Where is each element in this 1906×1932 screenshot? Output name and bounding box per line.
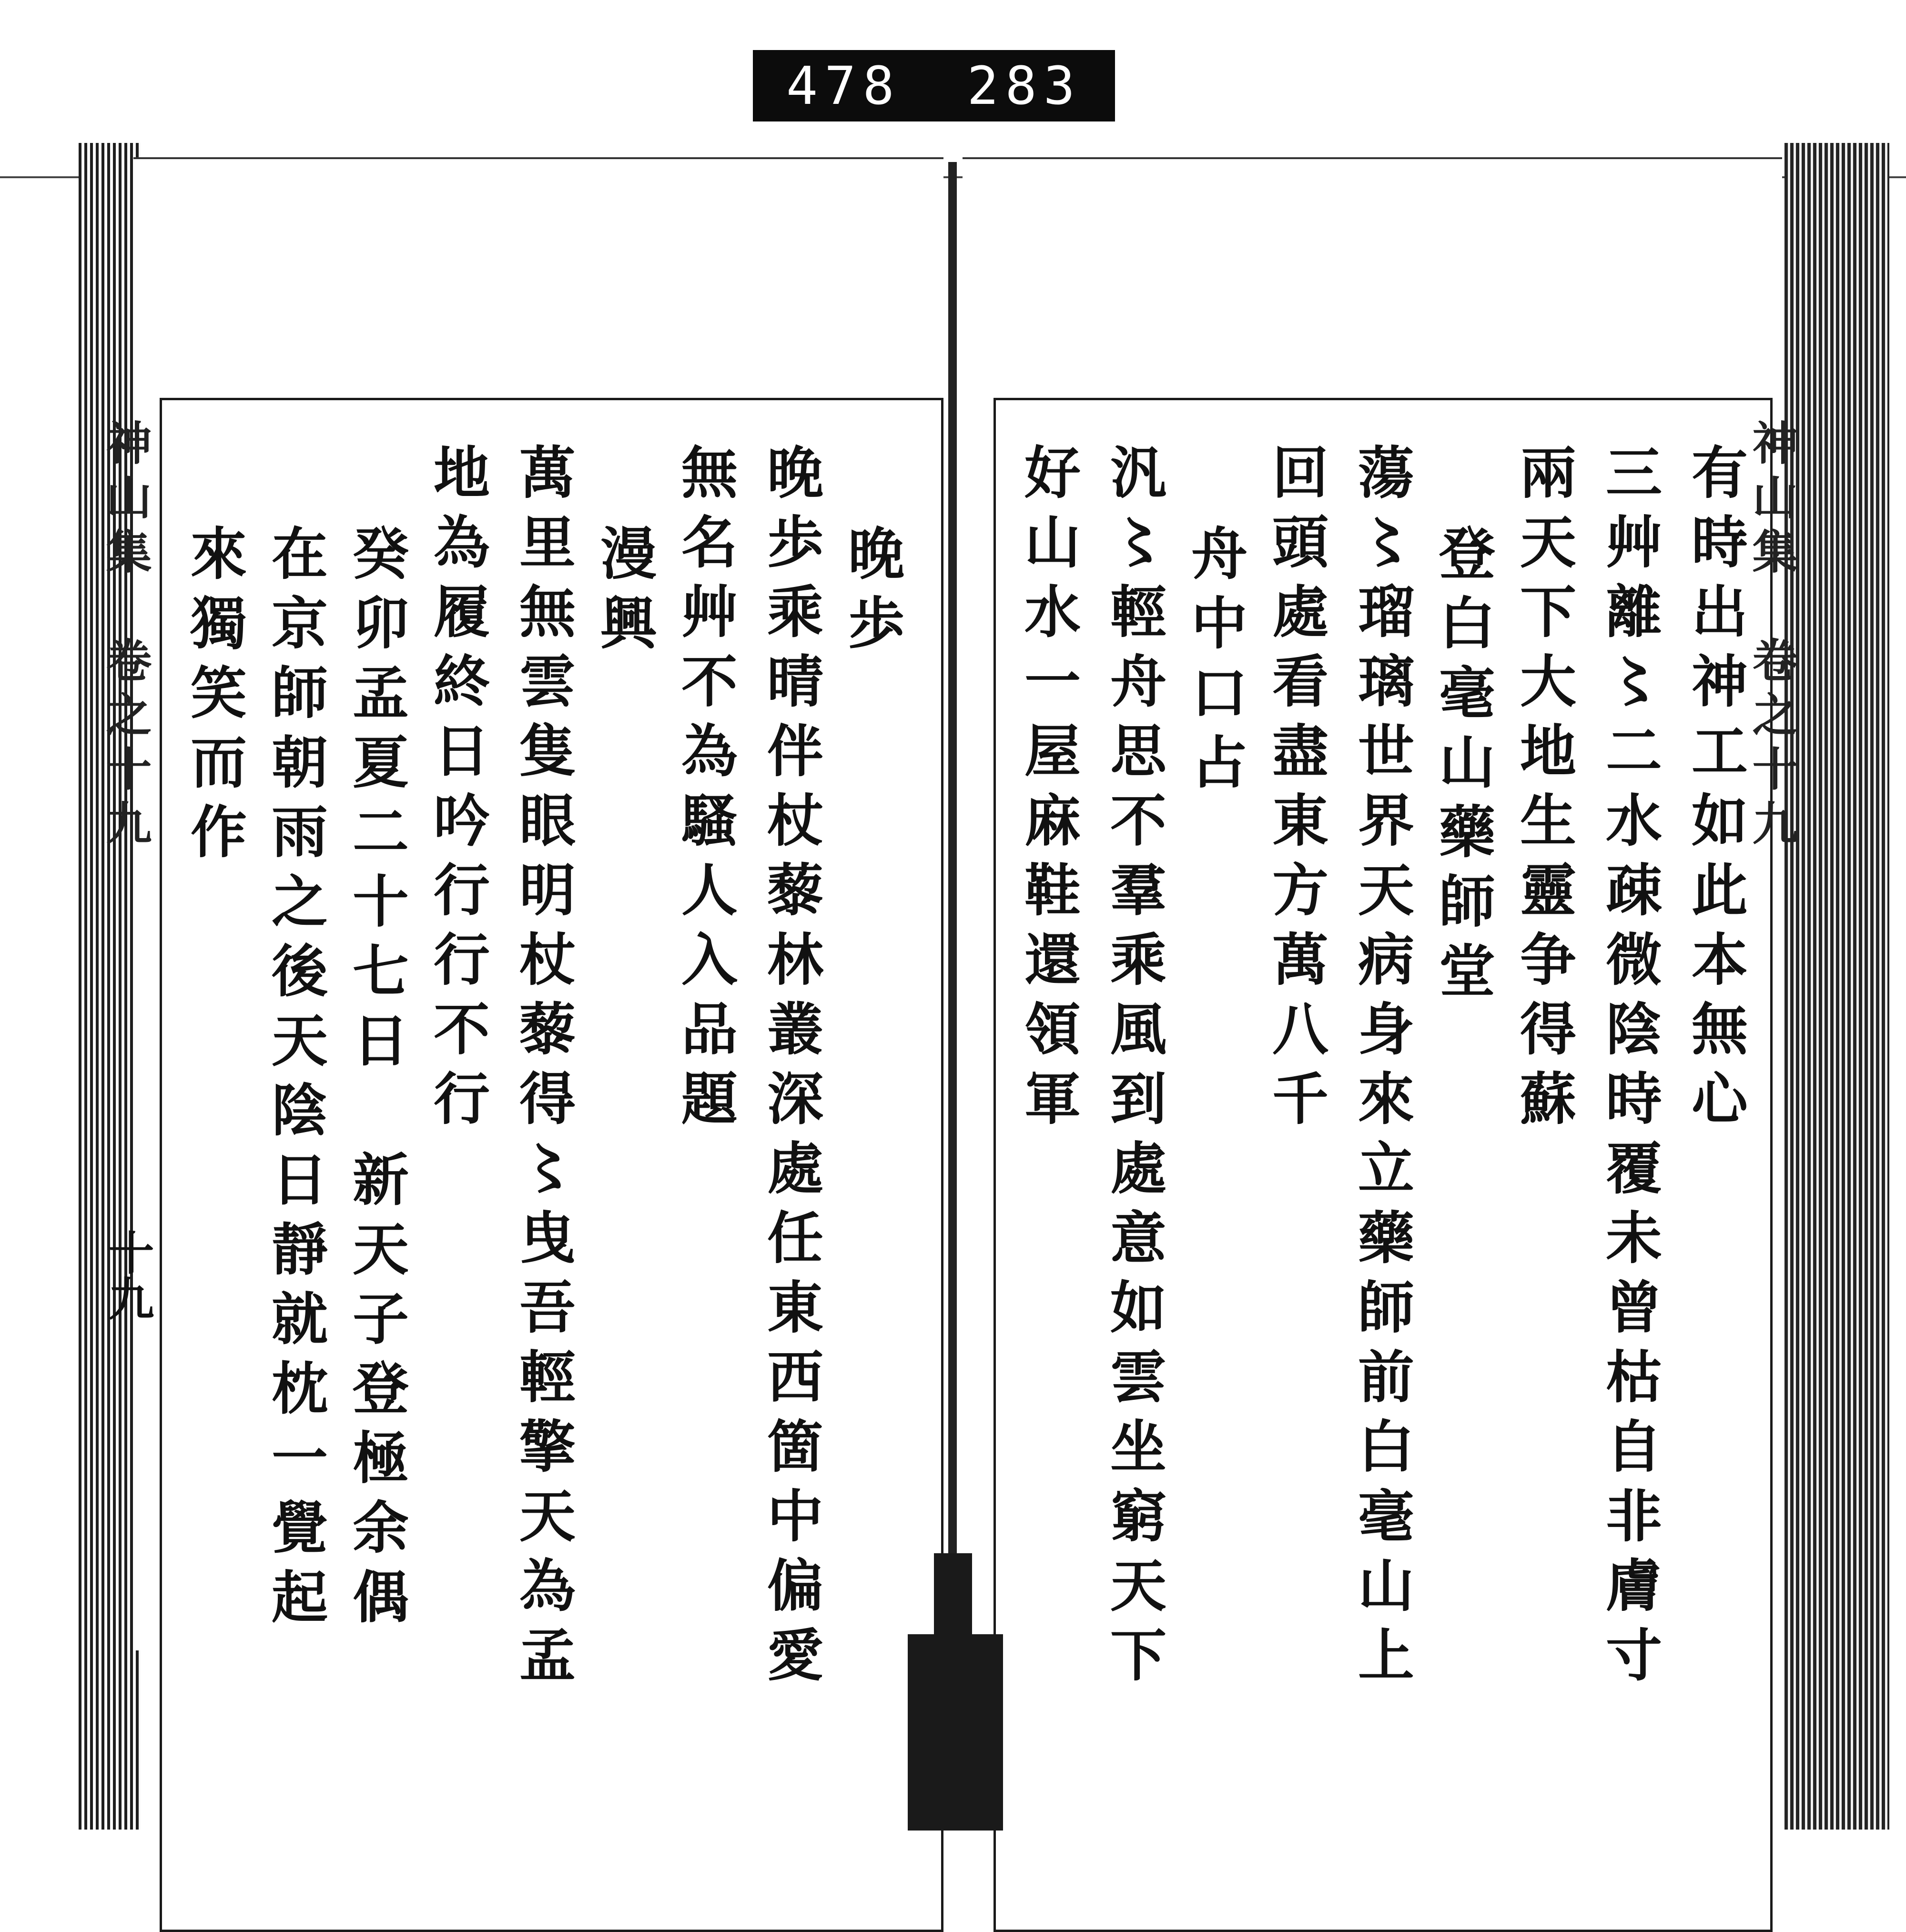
right-col-7-heading: 舟中口占 [1182,524,1248,802]
right-page-edge [1784,143,1889,1830]
right-col-9: 好山水一屋麻鞋還領軍 [1015,443,1081,1139]
book-spine [948,162,957,1715]
left-col-1-heading: 晚歩 [839,524,905,663]
right-col-1: 有時出神工如此本無心 [1682,443,1748,1139]
right-col-5: 蕩〻瑠璃世界天病身來立藥師前白毫山上 [1348,443,1415,1695]
right-col-8: 汎〻輕舟思不羣乘風到處意如雲坐窮天下 [1101,443,1167,1695]
left-col-4-heading: 漫興 [591,524,657,663]
right-margin-title: 神山集 卷之十九 [1745,419,1799,854]
left-col-6: 地為履終日吟行行不行 [424,443,490,1139]
right-col-2: 三艸離〻二水疎微陰時覆未曾枯自非膚寸 [1596,443,1663,1695]
right-col-4-heading: 登白毫山藥師堂 [1430,524,1496,1011]
left-margin-title: 神山集 卷之十九 [99,419,152,854]
left-col-2: 晚歩乘晴伴杖藜林叢深處任東西箇中偏愛 [758,443,824,1695]
microfilm-label [753,50,1115,121]
frame-number: 283 [967,55,1082,116]
left-col-8: 在京師朝雨之後天陰日靜就枕一覺起 [262,524,328,1637]
right-col-3: 兩天下大地生靈争得蘇 [1511,443,1577,1139]
left-col-5: 萬里無雲隻眼明杖藜得〻曳吾輕擎天為孟 [510,443,576,1695]
left-page-edge [79,143,141,1830]
right-col-6: 回頭處看盡東方萬八千 [1263,443,1329,1139]
left-col-9: 來獨笑而作 [181,524,247,872]
left-col-3: 無名艸不為騷人入品題 [672,443,738,1139]
spine-base [908,1634,1003,1831]
left-folio: 十九 [101,1229,155,1321]
volume-number: 478 [786,55,901,116]
left-col-7: 癸卯孟夏二十七日 新天子登極余偶 [343,524,409,1637]
